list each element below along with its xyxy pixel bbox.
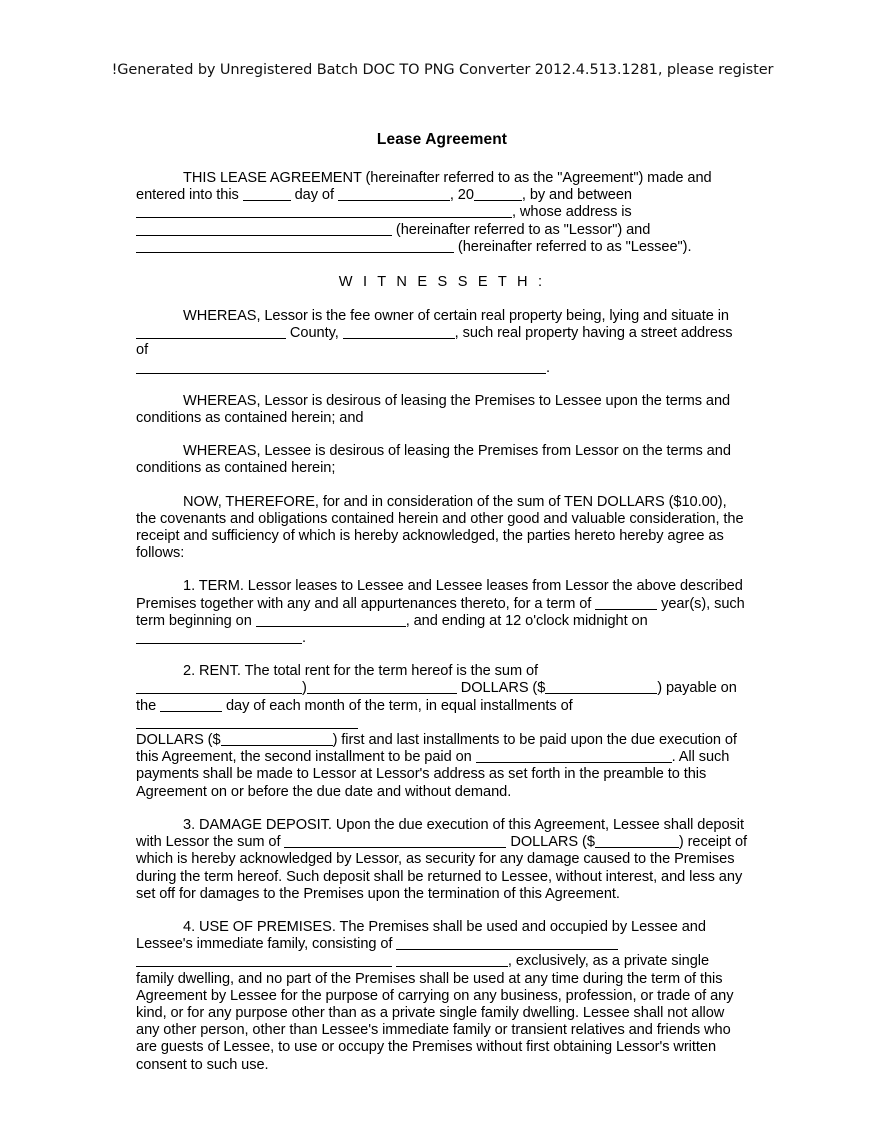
section-3-heading: DAMAGE DEPOSIT. [198,816,332,833]
intro-text-line4: (hereinafter referred to as "Lessee"). [454,238,692,255]
section-2-text-f: DOLLARS ($ [136,732,221,749]
section-1-text-b: year(s), such term beginning on [136,595,745,629]
section-2-text-g: ) first and last installments to be paid upon the due execution of this Agreement, the second installment to be paid on [136,732,737,766]
blank-family-members-1[interactable] [396,936,618,950]
paragraph-whereas-1 [136,308,748,377]
section-2-rent [136,663,748,801]
section-4-number: 4. [183,918,196,935]
section-4-text-b: , exclusively, as a private single family dwelling, and no part of the Premises shall be used at any time during the term of this Agreement by Lessee for the purpose of carrying on any business, profession, or trade of any kind, or for any purpose other than as a private single family dwelling. Lessee shall not allow any other person, other than Lessee's immediate family or transient relatives and friends who are guests of Lessee, to use or occupy the Premises without first obtaining Lessor's written consent to such use. [136,953,734,1073]
section-1-term [136,578,748,647]
blank-day[interactable] [243,187,291,201]
paragraph-whereas-2 [136,393,748,427]
section-4-text-a: The Premises shall be used and occupied by Lessee and Lessee's immediate family, consisting of [136,918,706,953]
whereas1-text-d: . [546,359,551,376]
blank-total-rent-words-2[interactable] [307,680,457,694]
witnesseth-heading: W I T N E S S E T H : [338,274,546,291]
section-3-text-a: Upon the due execution of this Agreement, Lessee shall deposit with Lessor the sum of [136,816,744,851]
blank-term-years[interactable] [595,596,657,610]
whereas1-text-c: , such real property having a street address of [136,325,733,359]
blank-deposit-words[interactable] [284,834,506,848]
whereas1-text-b: County, [286,325,343,342]
intro-text-b: day of [290,187,338,204]
section-2-heading: RENT. [198,663,241,680]
section-2-number: 2. [183,663,196,680]
blank-lessee-name[interactable] [136,239,454,253]
page-title: Lease Agreement [376,131,508,148]
blank-installment-words[interactable] [136,715,358,729]
section-1-text-d: . [302,630,307,647]
blank-state[interactable] [343,325,455,339]
converter-watermark-text: !Generated by Unregistered Batch DOC TO PNG Converter 2012.4.513.1281, please register [111,62,774,78]
paragraph-intro [136,170,748,256]
section-1-text-a: Lessor leases to Lessee and Lessee leases from Lessor the above described Premises together with any and all appurtenances thereto, for a term of [136,578,743,612]
blank-family-members-2[interactable] [136,953,392,967]
whereas1-text-a: WHEREAS, Lessor is the fee owner of certain real property being, lying and situate in [183,308,729,325]
blank-second-installment-date[interactable] [476,749,672,763]
blank-month[interactable] [338,187,450,201]
section-4-heading: USE OF PREMISES. [198,918,336,935]
blank-county[interactable] [136,325,286,339]
blank-installment-amount[interactable] [221,732,333,746]
section-1-text-c: , and ending at 12 o'clock midnight on [405,612,648,629]
section-2-text-a: The total rent for the term hereof is the sum of [244,663,539,680]
whereas3-text: WHEREAS, Lessee is desirous of leasing the Premises from Lessor on the terms and conditions as contained herein; [136,443,731,477]
now-therefore-text: NOW, THEREFORE, for and in consideration of the sum of TEN DOLLARS ($10.00), the covenants and obligations contained herein and other good and valuable consideration, the receipt and sufficiency of which is hereby acknowledged, the parties hereto hereby agree as follows: [136,493,744,562]
intro-text-c: , 20 [449,187,474,204]
section-3-text-c: ) receipt of which is hereby acknowledged by Lessor, as security for any damage caused to the Premises during the term hereof. Such deposit shall be returned to Lessee, without interest, and less any set off for damages to the Premises upon the termination of this Agreement. [136,834,748,902]
paragraph-now-therefore [136,494,748,563]
paragraph-whereas-3 [136,443,748,477]
blank-term-start-date[interactable] [256,613,406,627]
section-2-text-c: DOLLARS ($ [456,680,546,697]
section-1-number: 1. [183,578,196,595]
blank-family-members-3[interactable] [396,953,508,967]
intro-text-line2: , whose address is [512,204,632,221]
document-body [136,130,748,1090]
section-2-text-e: day of each month of the term, in equal installments of [222,697,573,714]
blank-deposit-amount[interactable] [595,834,679,848]
section-4-use-of-premises [136,919,748,1074]
blank-year[interactable] [474,187,522,201]
section-3-damage-deposit [136,817,748,903]
intro-text-line3: (hereinafter referred to as "Lessor") and [392,221,651,238]
blank-total-rent-words-1[interactable] [136,680,302,694]
whereas2-text: WHEREAS, Lessor is desirous of leasing the Premises to Lessee upon the terms and conditions as contained herein; and [136,392,731,427]
section-2-text-b: ) [302,680,307,697]
intro-text-d: , by and between [521,187,632,204]
blank-lessor-name[interactable] [136,204,512,218]
section-2-text-d: ) payable on the [136,680,737,714]
section-3-text-b: DOLLARS ($ [506,834,595,851]
section-2-text-h: . All such payments shall be made to Lessor at Lessor's address as set forth in the preamble to this Agreement on or before the due date and without demand. [136,749,730,800]
blank-rent-due-day[interactable] [160,698,222,712]
blank-lessor-address[interactable] [136,222,392,236]
intro-text-a: THIS LEASE AGREEMENT (hereinafter referred to as the "Agreement") made and entered into this [136,170,712,204]
blank-term-end-date[interactable] [136,630,302,644]
blank-total-rent-amount[interactable] [545,680,657,694]
blank-street-address[interactable] [136,360,546,374]
section-3-number: 3. [183,816,196,833]
section-1-heading: TERM. [198,578,244,595]
